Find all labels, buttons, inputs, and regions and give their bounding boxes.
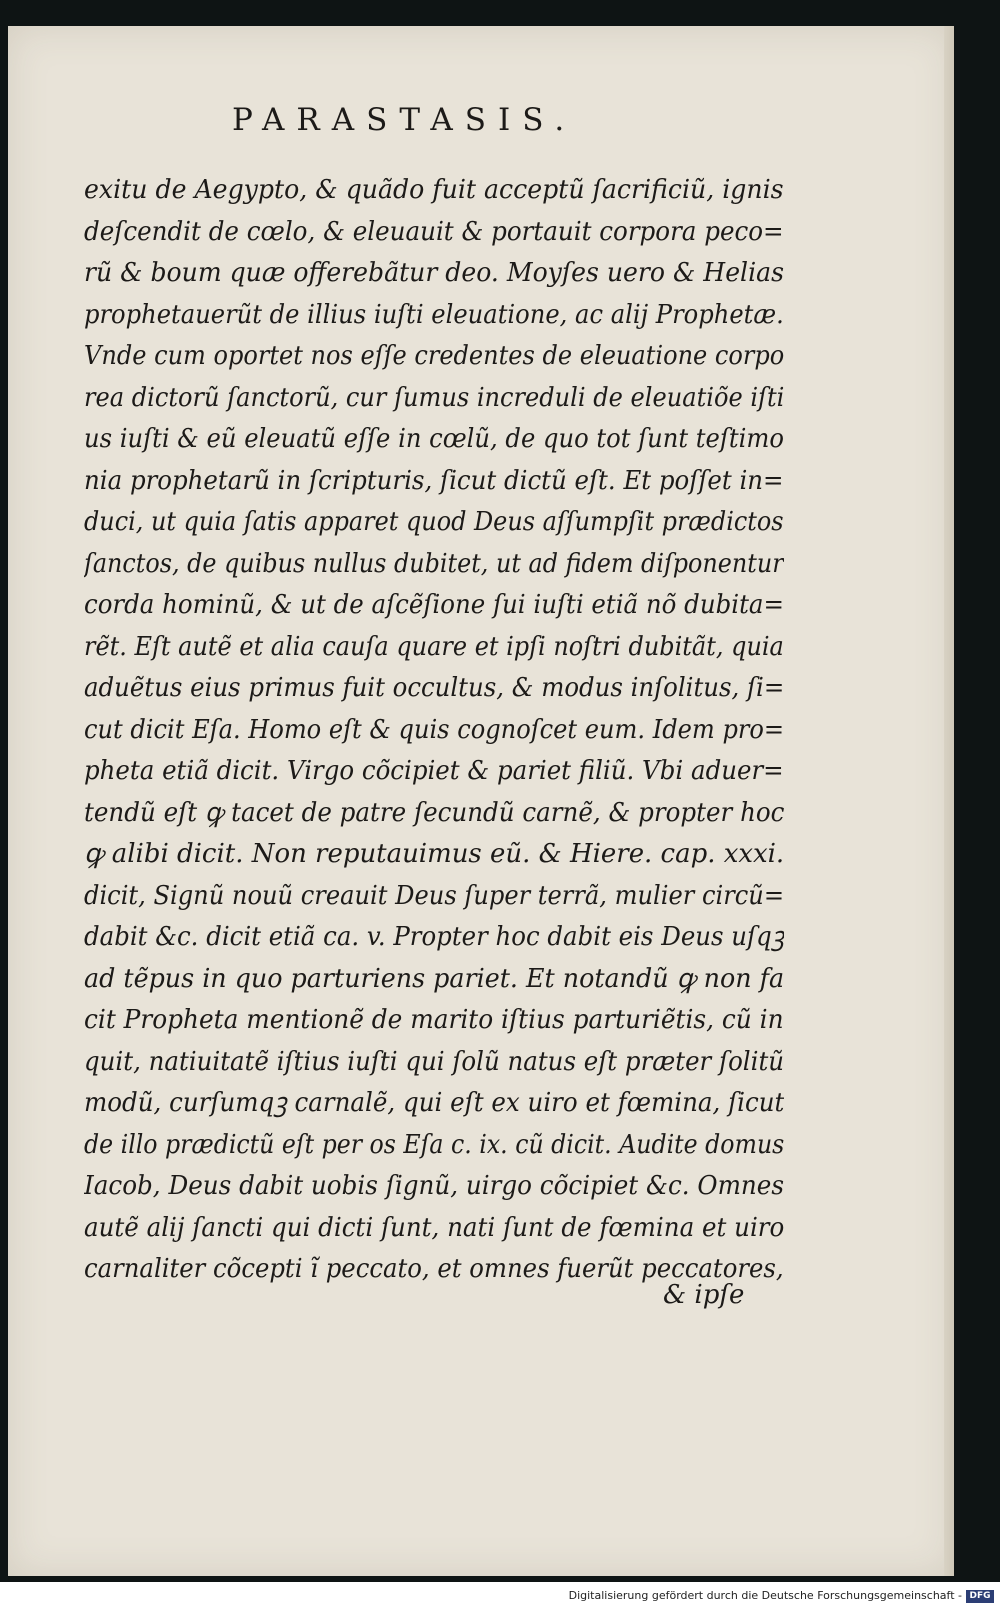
- catchword: & ipſe: [663, 1280, 745, 1310]
- running-header: PARASTASIS.: [232, 102, 577, 138]
- text-line: ad tẽpus in quo parturiens pariet. Et notandũ ꝙ non fa: [84, 963, 784, 994]
- text-line: cut dicit Eſa. Homo eſt & quis cognoſcet eum. Idem pro=: [84, 714, 784, 745]
- text-line: de illo prædictũ eſt per os Eſa c. ix. cũ dicit. Audite domus: [84, 1129, 784, 1160]
- text-line: quit, natiuitatẽ iſtius iuſti qui ſolũ natus eſt præter ſolitũ: [84, 1046, 784, 1077]
- footer-credit: Digitalisierung gefördert durch die Deutsche Forschungsgemeinschaft -: [568, 1589, 962, 1602]
- text-line: rea dictorũ ſanctorũ, cur ſumus increduli de eleuatiõe iſti: [84, 382, 784, 413]
- text-line: Vnde cum oportet nos eſſe credentes de eleuatione corpo: [84, 341, 784, 371]
- text-line: tendũ eſt ꝙ tacet de patre ſecundũ carnẽ, & propter hoc: [84, 797, 784, 828]
- text-line: carnaliter cõcepti ĩ peccato, et omnes fuerũt peccatores,: [84, 1254, 784, 1284]
- text-line: ſanctos, de quibus nullus dubitet, ut ad fidem diſponentur: [84, 548, 784, 579]
- text-line: aduẽtus eius primus fuit occultus, & modus inſolitus, ſi=: [84, 673, 784, 703]
- text-line: cit Propheta mentionẽ de marito iſtius parturiẽtis, cũ in: [84, 1005, 784, 1035]
- text-line: rẽt. Eſt autẽ et alia cauſa quare et ipſi noſtri dubitãt, quia: [84, 631, 784, 662]
- dfg-logo: DFG: [966, 1590, 994, 1603]
- text-line: ꝙ alibi dicit. Non reputauimus eũ. & Hiere. cap. xxxi.: [84, 839, 784, 869]
- footer-bar: [0, 1582, 1000, 1608]
- text-line: pheta etiã dicit. Virgo cõcipiet & pariet filiũ. Vbi aduer=: [84, 756, 784, 786]
- text-line: modũ, curſumqꝫ carnalẽ, qui eſt ex uiro et fœmina, ſicut: [84, 1088, 784, 1118]
- text-line: autẽ alij ſancti qui dicti ſunt, nati ſunt de fœmina et uiro: [84, 1212, 784, 1243]
- text-line: us iuſti & eũ eleuatũ eſſe in cœlũ, de quo tot ſunt teſtimo: [84, 424, 784, 454]
- text-line: rũ & boum quæ offerebãtur deo. Moyſes uero & Helias: [84, 258, 784, 288]
- text-line: exitu de Aegypto, & quãdo fuit acceptũ ſacrificiũ, ignis: [84, 175, 784, 205]
- text-line: prophetauerũt de illius iuſti eleuatione, ac alij Prophetæ.: [84, 299, 784, 330]
- page-edge: [944, 26, 954, 1576]
- text-line: dabit &c. dicit etiã ca. v. Propter hoc dabit eis Deus uſqꝫ: [84, 922, 784, 952]
- body-text: [84, 170, 784, 1291]
- text-line: nia prophetarũ in ſcripturis, ſicut dictũ eſt. Et poſſet in=: [84, 465, 784, 496]
- text-line: Iacob, Deus dabit uobis ſignũ, uirgo cõcipiet &c. Omnes: [84, 1171, 784, 1201]
- text-line: dicit, Signũ nouũ creauit Deus ſuper terrã, mulier circũ=: [84, 880, 784, 911]
- text-line: corda hominũ, & ut de aſcẽſione ſui iuſti etiã nõ dubita=: [84, 590, 784, 620]
- text-line: duci, ut quia ſatis apparet quod Deus aſſumpſit prædictos: [84, 507, 784, 537]
- text-line: deſcendit de cœlo, & eleuauit & portauit corpora peco=: [84, 216, 784, 247]
- scanned-page: [8, 26, 954, 1576]
